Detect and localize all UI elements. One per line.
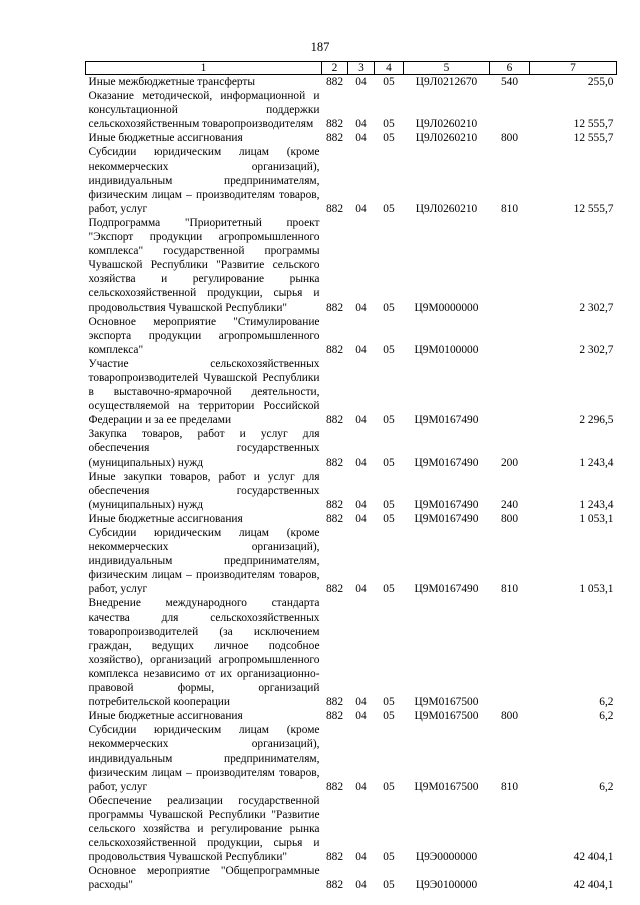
- row-expense-type-cell: [490, 315, 530, 357]
- row-expense-type-cell: [490, 357, 530, 427]
- row-section-cell: 04: [355, 879, 367, 892]
- row-ministry-cell: 882: [325, 343, 344, 356]
- row-section-cell: 04: [355, 851, 367, 864]
- row-expense-type-cell: [490, 596, 530, 709]
- table-row: [86, 216, 617, 315]
- row-target-cell: Ц9М0100000: [414, 343, 479, 356]
- page-number: 187: [310, 40, 330, 54]
- table-row: [86, 427, 617, 469]
- row-target-cell: Ц9М0167500: [414, 710, 479, 723]
- row-subsection-cell: 05: [383, 118, 395, 131]
- row-amount-cell: 42 404,1: [573, 851, 614, 864]
- row-ministry-cell: 882: [325, 879, 344, 892]
- row-target-cell: Ц9М0167490: [414, 414, 479, 427]
- row-expense-type-cell: 810: [500, 583, 519, 596]
- row-amount-cell: 6,2: [599, 696, 614, 709]
- row-name-cell: Субсидии юридическим лицам (кроме некоммерческих организаций), индивидуальным предпринимателям, физическим лицам – производителям товаров, работ, услуг: [88, 146, 320, 215]
- row-section-cell: 04: [355, 76, 367, 88]
- budget-table: [85, 61, 617, 892]
- table-row: [86, 131, 617, 145]
- row-name-cell: Субсидии юридическим лицам (кроме некоммерческих организаций), индивидуальным предпринимателям, физическим лицам – производителям товаров, работ, услуг: [88, 724, 320, 793]
- row-subsection-cell: 05: [383, 583, 395, 596]
- row-target-cell: Ц9Э0100000: [415, 879, 478, 892]
- row-name-cell: Иные бюджетные ассигнования: [88, 512, 243, 525]
- row-name-cell: Подпрограмма "Приоритетный проект "Экспорт продукции агропромышленного комплекса" государственной программы Чувашской Республики "Развитие сельского хозяйства и регулирование рынка сельскохозяйственной продукции, сырья и продовольствия Чувашской Республики": [88, 216, 320, 314]
- row-ministry-cell: 882: [325, 414, 344, 427]
- row-expense-type-cell: 810: [500, 202, 519, 215]
- row-amount-cell: 2 302,7: [579, 301, 614, 314]
- column-header-name: 1: [86, 62, 322, 75]
- row-expense-type-cell: [490, 864, 530, 892]
- row-ministry-cell: 882: [325, 780, 344, 793]
- row-expense-type-cell: 800: [500, 710, 519, 723]
- row-subsection-cell: 05: [383, 696, 395, 709]
- row-section-cell: 04: [355, 202, 367, 215]
- row-amount-cell: 2 296,5: [579, 414, 614, 427]
- row-ministry-cell: 882: [325, 118, 344, 131]
- row-subsection-cell: 05: [383, 879, 395, 892]
- table-row: [86, 709, 617, 723]
- table-row: [86, 526, 617, 596]
- row-subsection-cell: 05: [383, 414, 395, 427]
- row-target-cell: Ц9Э0000000: [415, 851, 478, 864]
- row-target-cell: Ц9Л0260210: [415, 132, 478, 145]
- row-ministry-cell: 882: [325, 851, 344, 864]
- table-row: [86, 75, 617, 90]
- row-amount-cell: 42 404,1: [573, 879, 614, 892]
- row-target-cell: Ц9М0167490: [414, 456, 479, 469]
- table-row: [86, 470, 617, 512]
- row-section-cell: 04: [355, 710, 367, 723]
- row-amount-cell: 255,0: [587, 76, 614, 88]
- row-ministry-cell: 882: [325, 710, 344, 723]
- row-subsection-cell: 05: [383, 202, 395, 215]
- row-section-cell: 04: [355, 343, 367, 356]
- row-section-cell: 04: [355, 583, 367, 596]
- row-section-cell: 04: [355, 118, 367, 131]
- table-row: [86, 723, 617, 793]
- row-expense-type-cell: [490, 794, 530, 864]
- row-name-cell: Участие сельскохозяйственных товаропроизводителей Чувашской Республики в выставочно-ярмарочной деятельности, осуществляемой на территории Российской Федерации и за ее пределами: [88, 357, 320, 427]
- table-row: [86, 145, 617, 215]
- row-ministry-cell: 882: [325, 132, 344, 145]
- row-name-cell: Основное мероприятие "Общепрограммные расходы": [88, 865, 320, 892]
- row-expense-type-cell: 800: [500, 132, 519, 145]
- row-target-cell: Ц9М0167500: [414, 780, 479, 793]
- row-subsection-cell: 05: [383, 76, 395, 88]
- table-row: [86, 596, 617, 709]
- row-amount-cell: 12 555,7: [573, 132, 614, 145]
- row-expense-type-cell: 540: [500, 76, 519, 88]
- row-amount-cell: 1 243,4: [579, 456, 614, 469]
- row-section-cell: 04: [355, 512, 367, 525]
- table-row: [86, 315, 617, 357]
- table-row: [86, 357, 617, 427]
- row-target-cell: Ц9М0167490: [414, 498, 479, 511]
- column-header-subsection: 4: [375, 62, 404, 75]
- column-header-target: 5: [404, 62, 490, 75]
- row-name-cell: Внедрение международного стандарта качества для сельскохозяйственных товаропроизводителей (за исключением граждан, ведущих личное подсобное хозяйство), организаций агропромышленного комплекса независимо от их организационно-правовой формы, организаций потребительской кооперации: [88, 597, 320, 709]
- row-subsection-cell: 05: [383, 498, 395, 511]
- row-target-cell: Ц9Л0212670: [415, 76, 478, 88]
- row-name-cell: Оказание методической, информационной и консультационной поддержки сельскохозяйственным товаропроизводителям: [88, 90, 320, 131]
- row-target-cell: Ц9М0167490: [414, 512, 479, 525]
- row-section-cell: 04: [355, 696, 367, 709]
- row-name-cell: Иные бюджетные ассигнования: [88, 132, 243, 145]
- row-name-cell: Иные межбюджетные трансферты: [88, 76, 256, 88]
- row-section-cell: 04: [355, 456, 367, 469]
- row-expense-type-cell: [490, 216, 530, 315]
- table-row: [86, 89, 617, 131]
- row-ministry-cell: 882: [325, 301, 344, 314]
- row-section-cell: 04: [355, 780, 367, 793]
- row-section-cell: 04: [355, 414, 367, 427]
- table-row: [86, 794, 617, 864]
- row-expense-type-cell: 810: [500, 780, 519, 793]
- table-row: [86, 512, 617, 526]
- row-section-cell: 04: [355, 301, 367, 314]
- row-subsection-cell: 05: [383, 456, 395, 469]
- row-amount-cell: 1 053,1: [579, 512, 614, 525]
- row-subsection-cell: 05: [383, 301, 395, 314]
- row-expense-type-cell: 200: [500, 456, 519, 469]
- row-name-cell: Обеспечение реализации государственной программы Чувашской Республики "Развитие сельского хозяйства и регулирование рынка сельскохозяйственной продукции, сырья и продовольствия Чувашской Республики": [88, 794, 320, 864]
- row-amount-cell: 1 243,4: [579, 498, 614, 511]
- column-header-ministry: 2: [322, 62, 348, 75]
- row-subsection-cell: 05: [383, 851, 395, 864]
- row-name-cell: Закупка товаров, работ и услуг для обеспечения государственных (муниципальных) нужд: [88, 428, 320, 469]
- row-ministry-cell: 882: [325, 202, 344, 215]
- row-name-cell: Субсидии юридическим лицам (кроме некоммерческих организаций), индивидуальным предпринимателям, физическим лицам – производителям товаров, работ, услуг: [88, 527, 320, 596]
- column-header-amount: 7: [530, 62, 617, 75]
- row-target-cell: Ц9Л0260210: [415, 202, 478, 215]
- row-subsection-cell: 05: [383, 512, 395, 525]
- table-row: [86, 864, 617, 892]
- row-amount-cell: 1 053,1: [579, 583, 614, 596]
- row-section-cell: 04: [355, 132, 367, 145]
- row-amount-cell: 2 302,7: [579, 343, 614, 356]
- row-target-cell: Ц9Л0260210: [415, 118, 478, 131]
- row-ministry-cell: 882: [325, 696, 344, 709]
- row-ministry-cell: 882: [325, 76, 344, 88]
- row-expense-type-cell: 800: [500, 512, 519, 525]
- row-expense-type-cell: 240: [500, 498, 519, 511]
- row-subsection-cell: 05: [383, 343, 395, 356]
- row-subsection-cell: 05: [383, 710, 395, 723]
- table-body: [86, 75, 617, 893]
- row-name-cell: Иные бюджетные ассигнования: [88, 710, 243, 723]
- row-name-cell: Иные закупки товаров, работ и услуг для обеспечения государственных (муниципальных) нужд: [88, 470, 320, 511]
- row-amount-cell: 12 555,7: [573, 202, 614, 215]
- row-amount-cell: 6,2: [599, 710, 614, 723]
- row-target-cell: Ц9М0000000: [414, 301, 479, 314]
- row-section-cell: 04: [355, 498, 367, 511]
- row-ministry-cell: 882: [325, 456, 344, 469]
- row-ministry-cell: 882: [325, 498, 344, 511]
- row-name-cell: Основное мероприятие "Стимулирование экспорта продукции агропромышленного комплекса": [88, 315, 320, 356]
- column-header-section: 3: [348, 62, 375, 75]
- column-header-expense-type: 6: [490, 62, 530, 75]
- row-target-cell: Ц9М0167490: [414, 583, 479, 596]
- row-ministry-cell: 882: [325, 512, 344, 525]
- row-subsection-cell: 05: [383, 132, 395, 145]
- row-ministry-cell: 882: [325, 583, 344, 596]
- row-subsection-cell: 05: [383, 780, 395, 793]
- row-amount-cell: 6,2: [599, 780, 614, 793]
- table-header-row: [86, 62, 617, 75]
- row-amount-cell: 12 555,7: [573, 118, 614, 131]
- row-target-cell: Ц9М0167500: [414, 696, 479, 709]
- row-expense-type-cell: [490, 89, 530, 131]
